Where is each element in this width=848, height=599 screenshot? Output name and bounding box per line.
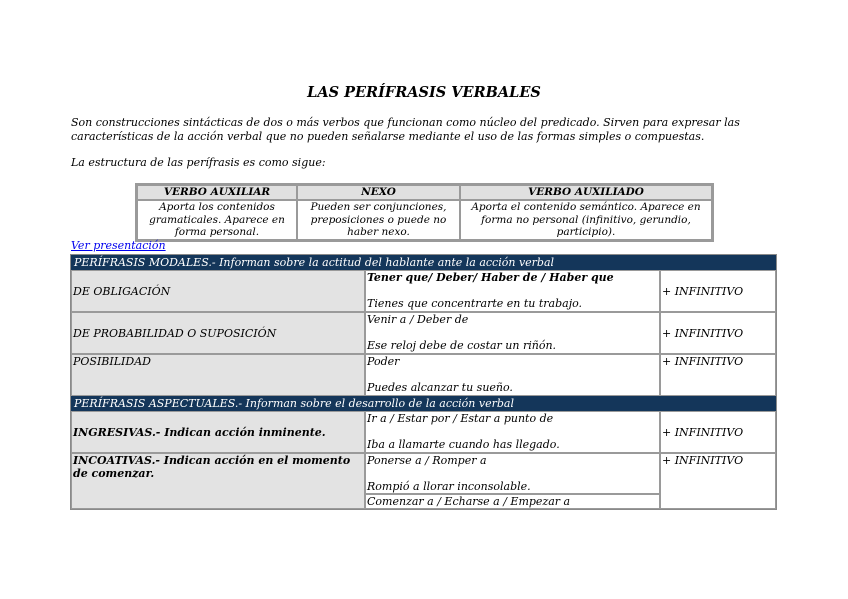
header-nexo: NEXO — [297, 185, 460, 200]
row-label-ingresivas: INGRESIVAS.- Indican acción inminente. — [71, 411, 365, 453]
row-forms-cell — [365, 354, 660, 396]
row-forms-cell — [365, 411, 660, 453]
row-forms: Poder — [367, 355, 400, 368]
row-complement: + INFINITIVO — [660, 354, 776, 396]
row-complement: + INFINITIVO — [660, 411, 776, 453]
row-forms: Ponerse a / Romper a — [367, 454, 487, 467]
row-example: Tienes que concentrarte en tu trabajo. — [367, 297, 583, 310]
structure-body-row — [137, 200, 712, 240]
header-verbo-auxiliar: VERBO AUXILIAR — [137, 185, 297, 200]
aspectual-section-row — [71, 396, 776, 411]
row-example: Puedes alcanzar tu sueño. — [367, 381, 513, 394]
structure-table — [135, 183, 714, 242]
row-label-posibilidad: POSIBILIDAD — [71, 354, 365, 396]
cell-verbo-auxiliar: Aporta los contenidos gramaticales. Aparece en forma personal. — [137, 200, 297, 240]
periphrasis-table — [70, 254, 777, 510]
row-example: Iba a llamarte cuando has llegado. — [367, 438, 560, 451]
structure-intro: La estructura de las perífrasis es como sigue: — [71, 156, 326, 169]
row-forms-cell — [365, 270, 660, 312]
row-forms: Venir a / Deber de — [367, 313, 469, 326]
structure-header-row — [137, 185, 712, 200]
row-forms-cell — [365, 312, 660, 354]
row-complement: + INFINITIVO — [660, 312, 776, 354]
row-complement: + INFINITIVO — [660, 270, 776, 312]
intro-paragraph: Son construcciones sintácticas de dos o más verbos que funcionan como núcleo del predicado. Sirven para expresar las características de la acción verbal que no pueden señalarse mediante el uso de las formas simples o compuestas. — [71, 116, 740, 143]
row-forms: Ir a / Estar por / Estar a punto de — [367, 412, 554, 425]
row-example: Rompió a llorar inconsolable. — [367, 480, 531, 493]
table-row — [71, 270, 776, 312]
row-complement: + INFINITIVO — [660, 453, 776, 509]
page-title: LAS PERÍFRASIS VERBALES — [307, 84, 541, 101]
row-forms: Tener que/ Deber/ Haber de / Haber que — [367, 271, 614, 284]
table-row — [71, 312, 776, 354]
table-row — [71, 411, 776, 453]
row-label-probabilidad: DE PROBABILIDAD O SUPOSICIÓN — [71, 312, 365, 354]
table-row — [71, 453, 776, 494]
row-forms-cell — [365, 453, 660, 494]
row-label-incoativas: INCOATIVAS.- Indican acción en el momento de comenzar. — [71, 453, 365, 509]
table-row — [71, 354, 776, 396]
aspectual-section-header: PERÍFRASIS ASPECTUALES.- Informan sobre el desarrollo de la acción verbal — [71, 396, 776, 411]
header-verbo-auxiliado: VERBO AUXILIADO — [460, 185, 712, 200]
cell-verbo-auxiliado: Aporta el contenido semántico. Aparece en forma no personal (infinitivo, gerundio, participio). — [460, 200, 712, 240]
modal-section-row — [71, 255, 776, 270]
modal-section-header: PERÍFRASIS MODALES.- Informan sobre la actitud del hablante ante la acción verbal — [71, 255, 776, 270]
presentation-link[interactable]: Ver presentación — [71, 239, 166, 252]
cell-nexo: Pueden ser conjunciones, preposiciones o puede no haber nexo. — [297, 200, 460, 240]
row-label-obligacion: DE OBLIGACIÓN — [71, 270, 365, 312]
row-example: Ese reloj debe de costar un riñón. — [367, 339, 557, 352]
row-extra-forms: Comenzar a / Echarse a / Empezar a — [365, 494, 660, 509]
